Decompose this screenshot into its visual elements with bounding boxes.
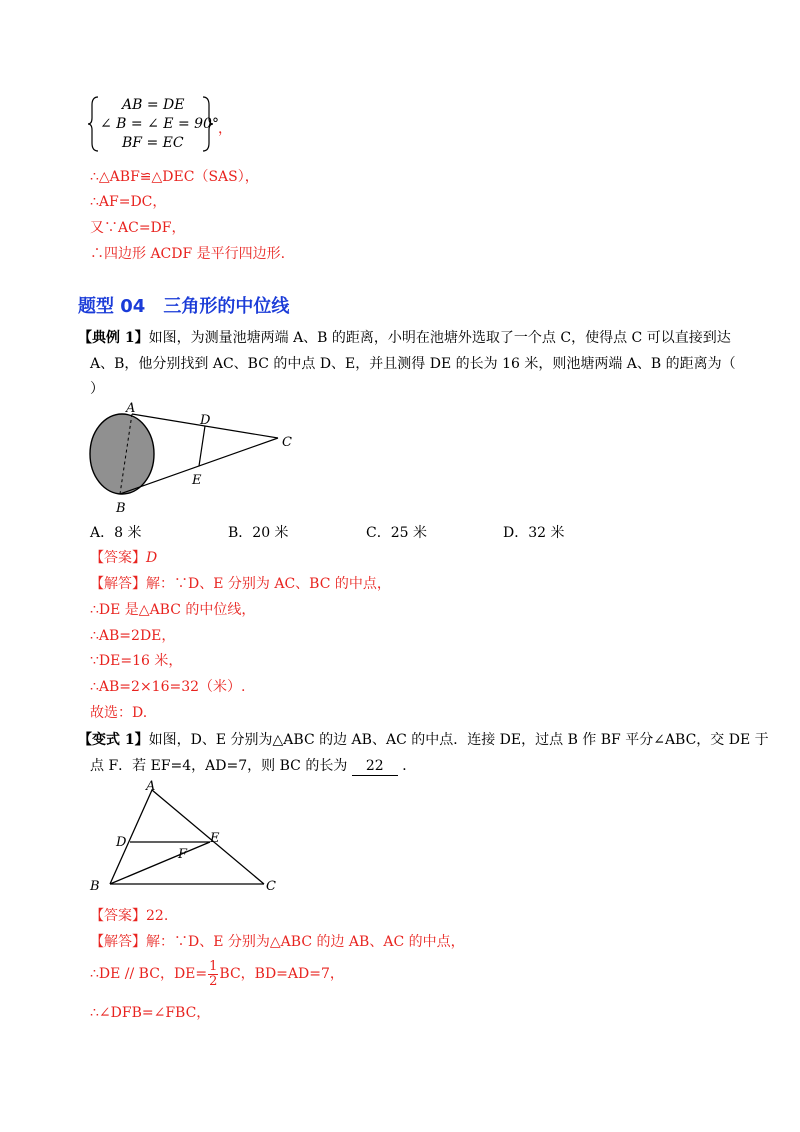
fraction-half bbox=[208, 960, 218, 989]
example1-solution-text-1: 解：∵D、E 分别为 AC、BC 的中点， bbox=[146, 576, 391, 592]
system-row-1: AB = DE bbox=[122, 97, 185, 113]
variant1-text-1: 如图，D、E 分别为△ABC 的边 AB、AC 的中点．连接 DE，过点 B 作 BF 平分∠ABC，交 DE 于 bbox=[148, 732, 769, 748]
example1-solution-tag: 【解答】 bbox=[90, 576, 146, 592]
label-b: B bbox=[116, 501, 126, 516]
label-e: E bbox=[192, 473, 202, 488]
variant1-answer-tag: 【答案】 bbox=[90, 908, 146, 924]
variant1-answer bbox=[90, 907, 168, 925]
label-c: C bbox=[282, 435, 292, 450]
section-title: 题型 04 三角形的中位线 bbox=[78, 296, 290, 317]
proof-line-3: 又∵AC=DF， bbox=[90, 220, 186, 236]
label-b: B bbox=[90, 879, 100, 894]
variant1-solution-text-1: 解：∵D、E 分别为△ABC 的边 AB、AC 的中点， bbox=[146, 934, 465, 950]
example1-text-1: 如图，为测量池塘两端 A、B 的距离，小明在池塘外选取了一个点 C，使得点 C 可以直接到达 bbox=[148, 330, 731, 346]
variant1-answer-value: 22. bbox=[146, 908, 169, 924]
variant1-tag: 【变式 1】 bbox=[78, 732, 149, 748]
label-f: F bbox=[178, 847, 188, 862]
example1-answer-value: D bbox=[146, 550, 158, 566]
example1-tag: 【典例 1】 bbox=[78, 330, 149, 346]
variant1-line-2 bbox=[90, 757, 416, 776]
label-a: A bbox=[126, 401, 136, 416]
example1-solution-4: ∵DE=16 米， bbox=[90, 653, 183, 669]
example1-answer bbox=[90, 549, 157, 567]
system-row-2: ∠ B = ∠ E = 90° bbox=[100, 116, 219, 132]
proof-line-2: ∴AF=DC， bbox=[90, 194, 167, 210]
example1-answer-tag: 【答案】 bbox=[90, 550, 146, 566]
proof-line-1: ∴△ABF≌△DEC（SAS）， bbox=[90, 169, 259, 185]
example1-solution-3: ∴AB=2DE， bbox=[90, 628, 176, 644]
fraction-numerator: 1 bbox=[209, 958, 218, 974]
variant1-solution-1 bbox=[90, 933, 465, 951]
example1-text-2: A、B，他分别找到 AC、BC 的中点 D、E，并且测得 DE 的长为 16 米，则池塘两端 A、B 的距离为（ bbox=[90, 356, 736, 372]
label-c: C bbox=[266, 879, 276, 894]
variant1-solution-3: ∴∠DFB=∠FBC， bbox=[90, 1005, 211, 1021]
example1-solution-1 bbox=[90, 575, 391, 593]
variant1-solution-tag: 【解答】 bbox=[90, 934, 146, 950]
option-d: D．32 米 bbox=[503, 525, 565, 541]
pond-figure bbox=[80, 398, 300, 518]
label-a: A bbox=[146, 780, 156, 794]
segment-de bbox=[199, 426, 205, 466]
proof-line-4: ∴四边形 ACDF 是平行四边形. bbox=[90, 246, 286, 262]
segment-ac bbox=[152, 790, 264, 884]
variant1-solution-2 bbox=[90, 958, 344, 990]
variant1-line-1 bbox=[78, 731, 769, 749]
fraction-denominator: 2 bbox=[209, 973, 218, 989]
label-d: D bbox=[200, 413, 211, 428]
example1-solution-5: ∴AB=2×16=32（米）. bbox=[90, 679, 246, 695]
example1-line-1 bbox=[78, 329, 731, 347]
variant1-solution-text-2-end: BC，BD=AD=7， bbox=[219, 966, 344, 982]
system-trailing-comma: ， bbox=[218, 121, 232, 137]
option-b: B．20 米 bbox=[228, 525, 289, 541]
variant1-answer-blank: 22 bbox=[352, 757, 398, 776]
option-c: C．25 米 bbox=[366, 525, 427, 541]
variant1-solution-text-2: ∴DE // BC，DE= bbox=[90, 966, 208, 982]
triangle-figure bbox=[86, 780, 286, 895]
variant1-text-2: 点 F．若 EF=4，AD=7，则 BC 的长为 bbox=[90, 758, 348, 774]
example1-solution-6: 故选：D. bbox=[90, 705, 148, 721]
example1-text-3: ） bbox=[90, 381, 104, 397]
equation-system bbox=[88, 93, 218, 155]
example1-solution-2: ∴DE 是△ABC 的中位线， bbox=[90, 602, 256, 618]
option-a: A．8 米 bbox=[90, 525, 142, 541]
label-d: D bbox=[116, 835, 127, 850]
variant1-text-2-end: ． bbox=[402, 758, 417, 774]
system-row-3: BF = EC bbox=[122, 135, 184, 151]
label-e: E bbox=[210, 831, 220, 846]
